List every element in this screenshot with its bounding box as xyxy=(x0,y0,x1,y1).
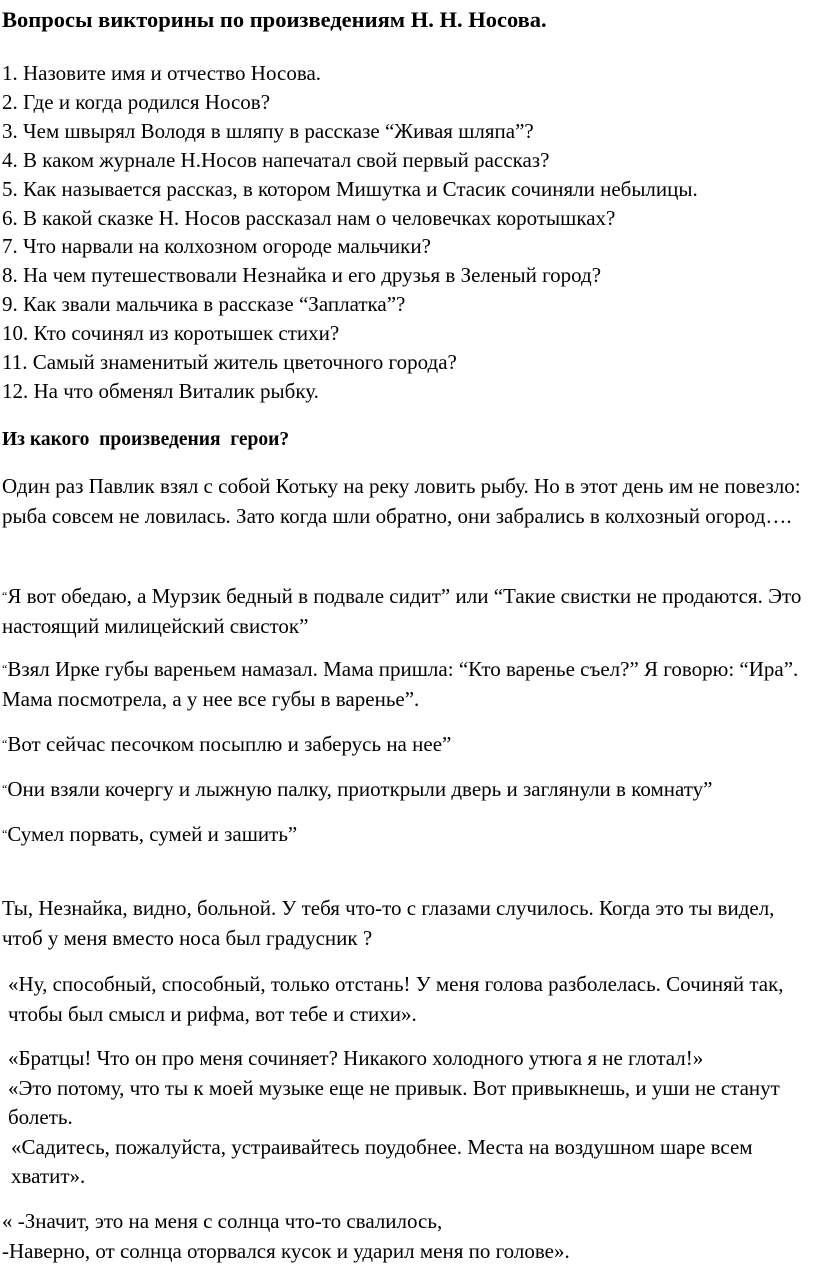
page-title: Вопросы викторины по произведениям Н. Н. Носова. xyxy=(2,7,547,32)
open-quote: “ xyxy=(2,662,8,676)
passage-3 xyxy=(2,655,814,714)
list-item: 2. Где и когда родился Носов? xyxy=(2,89,271,114)
open-quote: “ xyxy=(2,782,8,796)
list-item: 9. Как звали мальчика в рассказе “Заплатка”? xyxy=(2,292,406,317)
section-title: Из какого произведения герои? xyxy=(2,429,290,450)
passage-2 xyxy=(2,582,814,641)
list-item: 8. На чем путешествовали Незнайка и его друзья в Зеленый город? xyxy=(2,263,602,288)
passage-text: Вот сейчас песочком посыплю и заберусь на нее” xyxy=(7,732,452,756)
open-quote: “ xyxy=(2,589,8,603)
passage-1: Один раз Павлик взял с собой Котьку на реку ловить рыбу. Но в этот день им не повезло: рыба совсем не ловилась. Зато когда шли обратно, они забрались в колхозный огород…. xyxy=(2,474,801,528)
passage-line: «Садитесь, пожалуйста, устраивайтесь поудобнее. Места на воздушном шаре всем хватит». xyxy=(11,1134,753,1188)
open-quote: “ xyxy=(2,827,8,841)
list-item: 3. Чем швырял Володя в шляпу в рассказе “Живая шляпа”? xyxy=(2,118,534,143)
passage-line: « -Значит, это на меня с солнца что-то свалилось, xyxy=(2,1209,443,1233)
list-item: 5. Как называется рассказ, в котором Мишутка и Стасик сочиняли небылицы. xyxy=(2,176,698,201)
passage-5 xyxy=(2,775,814,805)
passage-4 xyxy=(2,730,814,760)
list-item: 11. Самый знаменитый житель цветочного города? xyxy=(2,350,457,375)
list-item: 7. Что нарвали на колхозном огороде мальчики? xyxy=(2,234,431,259)
question-list xyxy=(2,59,814,406)
passage-text: Взял Ирке губы вареньем намазал. Мама пришла: “Кто варенье съел?” Я говорю: “Ира”. Мама посмотрела, а у нее все губы в варенье”. xyxy=(2,657,799,711)
list-item: 1. Назовите имя и отчество Носова. xyxy=(2,61,322,85)
passage-6 xyxy=(2,820,814,850)
passage-line: «Братцы! Что он про меня сочиняет? Никакого холодного утюга я не глотал!» xyxy=(8,1046,704,1070)
passage-line: «Это потому, что ты к моей музыке еще не привык. Вот привыкнешь, и уши не станут болеть. xyxy=(8,1075,780,1129)
passage-9 xyxy=(2,1044,814,1192)
passage-line: -Наверно, от солнца оторвался кусок и ударил меня по голове». xyxy=(2,1238,570,1263)
passage-text: Я вот обедаю, а Мурзик бедный в подвале сидит” или “Такие свистки не продаются. Это настоящий милицейский свисток” xyxy=(2,584,802,638)
list-item: 6. В какой сказке Н. Носов рассказал нам о человечках коротышках? xyxy=(2,205,616,230)
passage-text: Они взяли кочергу и лыжную палку, приоткрыли дверь и заглянули в комнату” xyxy=(7,777,713,801)
open-quote: “ xyxy=(2,737,8,751)
passage-8: «Ну, способный, способный, только отстань! У меня голова разболелась. Сочиняй так, чтобы был смысл и рифма, вот тебе и стихи». xyxy=(8,972,784,1026)
list-item: 12. На что обменял Виталик рыбку. xyxy=(2,378,319,403)
list-item: 4. В каком журнале Н.Носов напечатал свой первый рассказ? xyxy=(2,147,550,172)
list-item: 10. Кто сочинял из коротышек стихи? xyxy=(2,321,340,346)
passage-7: Ты, Незнайка, видно, больной. У тебя что-то с глазами случилось. Когда это ты видел, чтоб у меня вместо носа был градусник ? xyxy=(2,896,775,950)
passage-text: Сумел порвать, сумей и зашить” xyxy=(7,822,298,846)
passage-10 xyxy=(2,1207,814,1266)
